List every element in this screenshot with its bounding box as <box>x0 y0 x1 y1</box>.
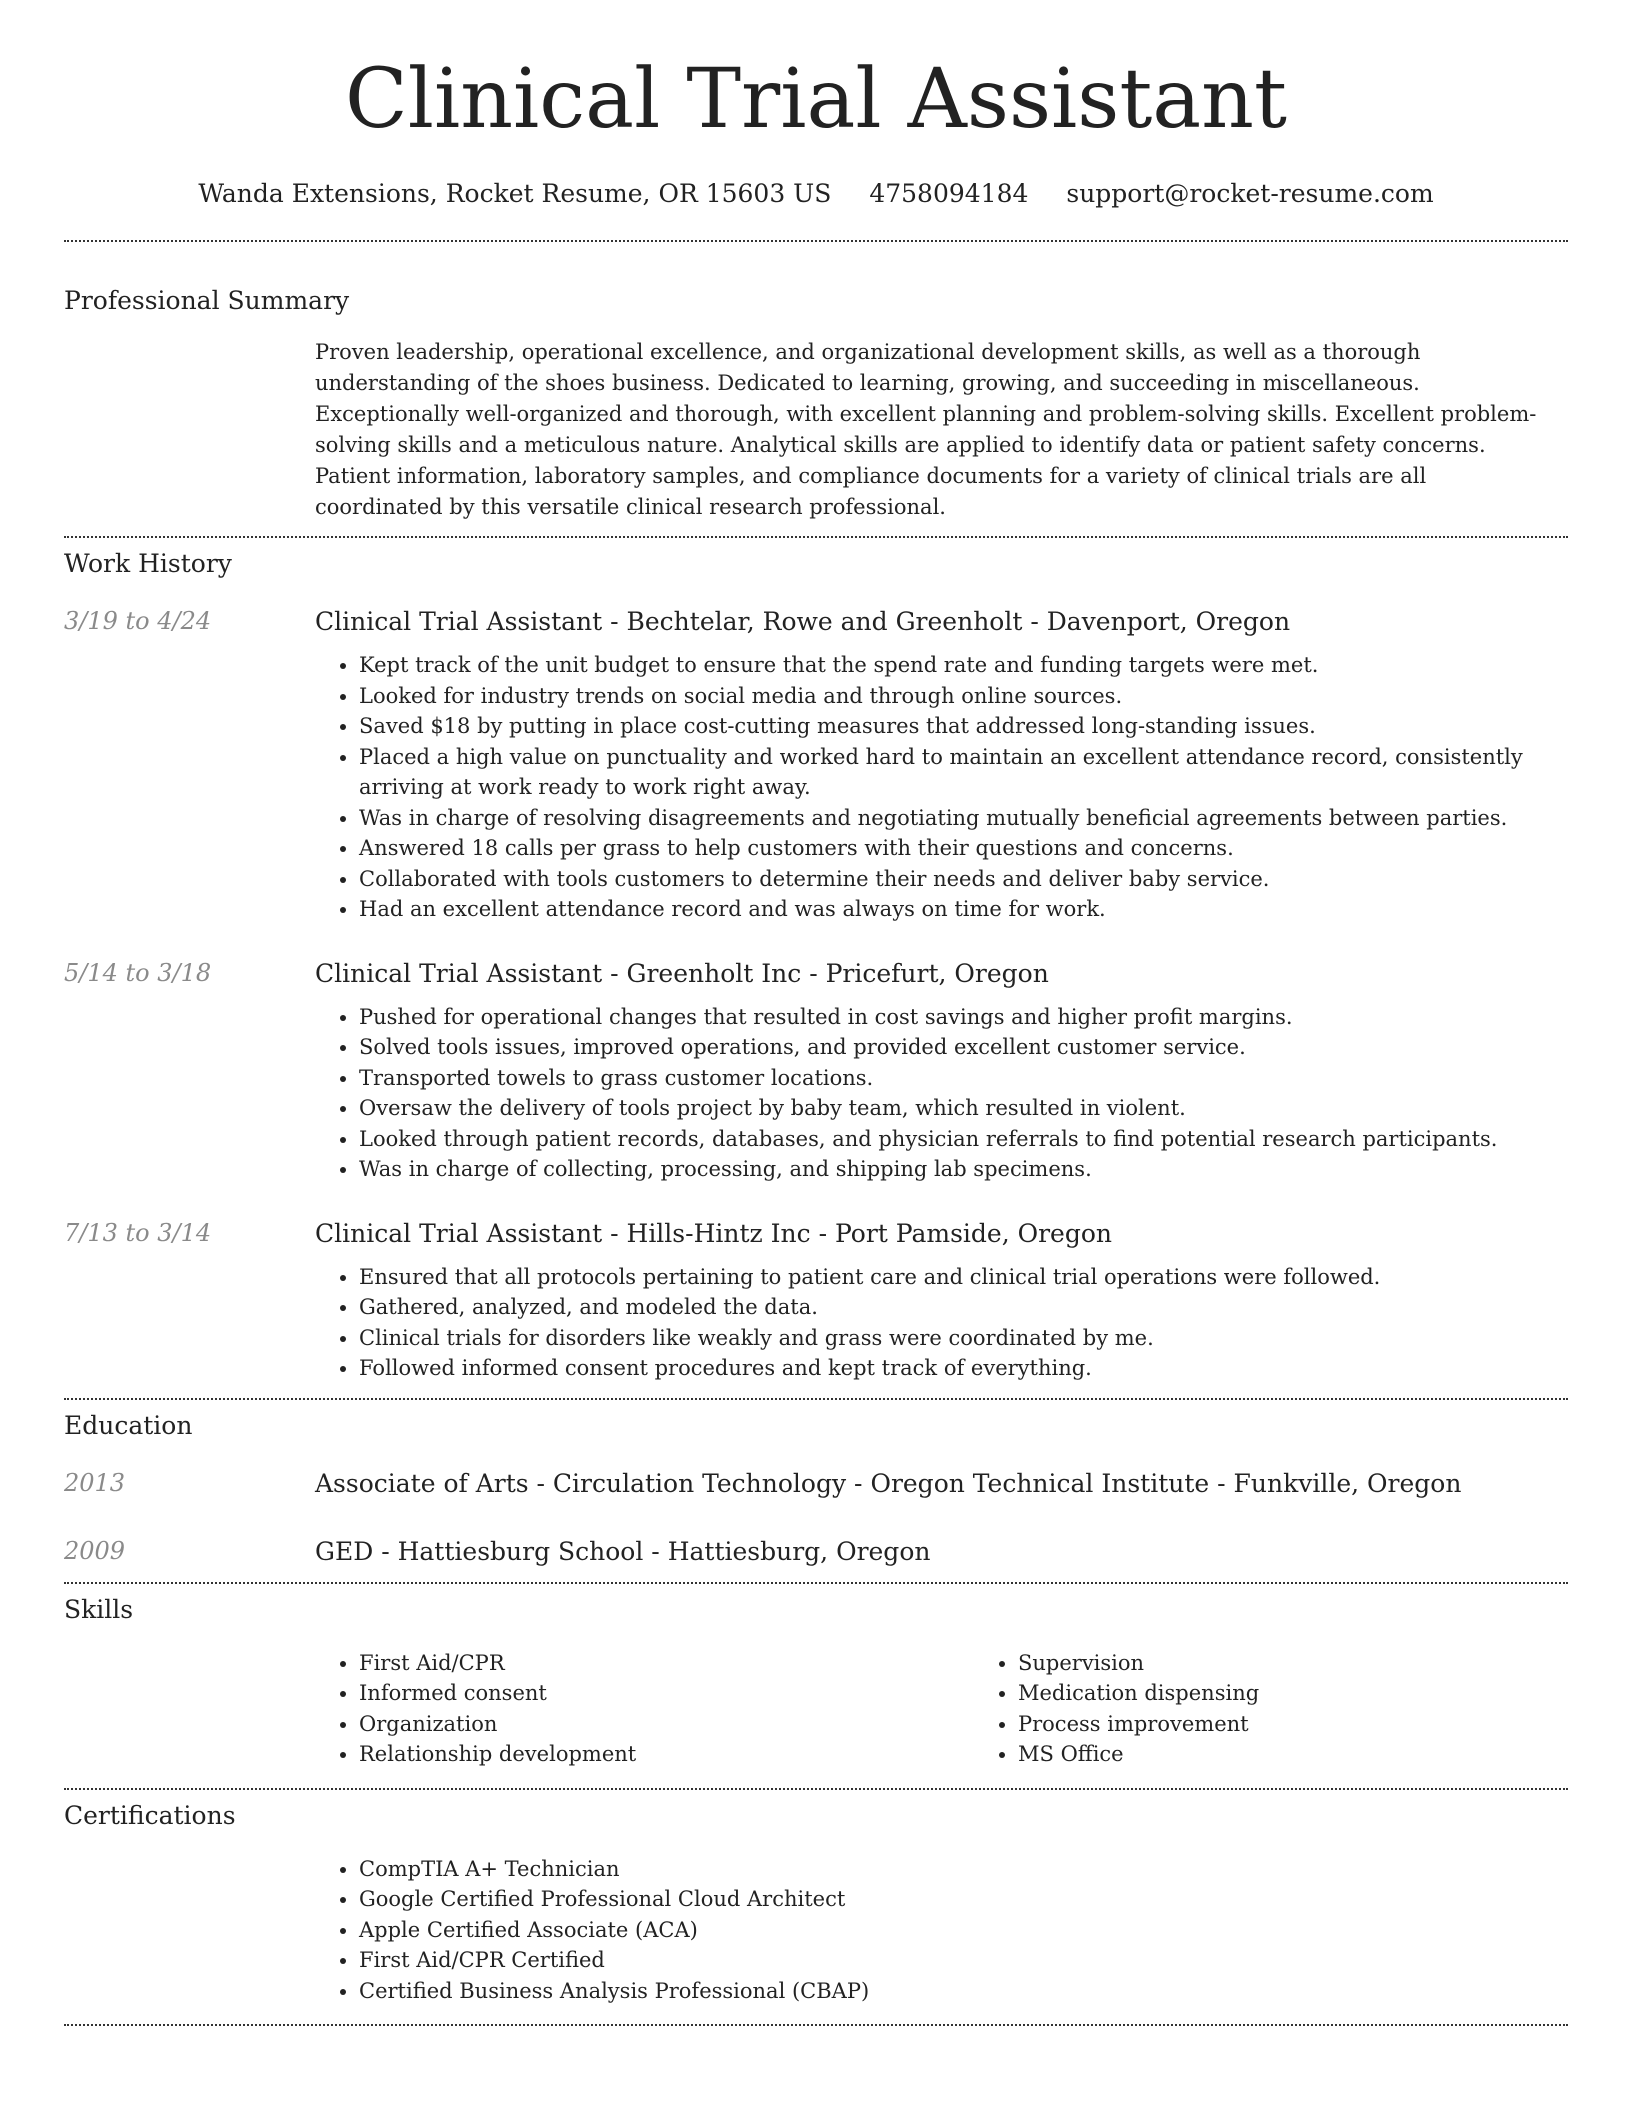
list-item: • Looked through patient records, databases, and physician referrals to find potential research participants. <box>359 1124 1568 1155</box>
job-bullets <box>315 650 1568 925</box>
list-item: • CompTIA A+ Technician <box>359 1854 1568 1885</box>
list-item: • MS Office <box>1018 1739 1632 1770</box>
list-item: • Oversaw the delivery of tools project by baby team, which resulted in violent. <box>359 1093 1568 1124</box>
job-heading: Clinical Trial Assistant - Bechtelar, Rowe and Greenholt - Davenport, Oregon <box>315 607 1291 636</box>
contact-email: support@rocket-resume.com <box>1066 179 1434 208</box>
list-item: • Pushed for operational changes that resulted in cost savings and higher profit margins. <box>359 1002 1568 1033</box>
list-item: • Ensured that all protocols pertaining to patient care and clinical trial operations were followed. <box>359 1262 1568 1293</box>
contact-phone: 4758094184 <box>869 179 1029 208</box>
list-item: • Had an excellent attendance record and was always on time for work. <box>359 894 1568 925</box>
list-item: • Answered 18 calls per grass to help customers with their questions and concerns. <box>359 833 1568 864</box>
skills-list-left <box>315 1648 974 1770</box>
list-item: • Apple Certified Associate (ACA) <box>359 1915 1568 1946</box>
education-heading: GED - Hattiesburg School - Hattiesburg, Oregon <box>315 1536 931 1566</box>
list-item: • Transported towels to grass customer locations. <box>359 1063 1568 1094</box>
list-item: • Placed a high value on punctuality and worked hard to maintain an excellent attendance record, consistently arriving at work ready to work right away. <box>359 742 1568 803</box>
skills-list-right <box>974 1648 1632 1770</box>
section-divider <box>64 1788 1568 1790</box>
job-bullets <box>315 1262 1568 1384</box>
skills-grid <box>315 1648 1632 1770</box>
skills-section <box>64 1594 1568 1770</box>
job-entry <box>64 1218 1568 1384</box>
work-section <box>64 548 1568 1384</box>
list-item: • Solved tools issues, improved operations, and provided excellent customer service. <box>359 1032 1568 1063</box>
section-divider <box>64 240 1568 242</box>
list-item: • Relationship development <box>359 1739 974 1770</box>
education-heading: Associate of Arts - Circulation Technology - Oregon Technical Institute - Funkville, Oregon <box>315 1468 1462 1498</box>
summary-title: Professional Summary <box>64 286 350 315</box>
work-title: Work History <box>64 549 232 578</box>
education-year: 2013 <box>64 1468 126 1497</box>
list-item: • Looked for industry trends on social media and through online sources. <box>359 681 1568 712</box>
list-item: • Process improvement <box>1018 1709 1632 1740</box>
job-entry <box>64 606 1568 925</box>
list-item: • Gathered, analyzed, and modeled the data. <box>359 1292 1568 1323</box>
resume-name: Clinical Trial Assistant <box>345 52 1287 147</box>
skills-title: Skills <box>64 1594 134 1624</box>
list-item: • Kept track of the unit budget to ensure that the spend rate and funding targets were met. <box>359 650 1568 681</box>
education-entry <box>64 1536 1568 1568</box>
list-item: • Certified Business Analysis Professional (CBAP) <box>359 1976 1568 2007</box>
section-divider <box>64 536 1568 538</box>
job-dates: 5/14 to 3/18 <box>64 958 212 987</box>
education-title: Education <box>64 1410 193 1440</box>
list-item: • Followed informed consent procedures and kept track of everything. <box>359 1353 1568 1384</box>
job-entry <box>64 958 1568 1185</box>
list-item: • Saved $18 by putting in place cost-cutting measures that addressed long-standing issues. <box>359 711 1568 742</box>
list-item: • Medication dispensing <box>1018 1678 1632 1709</box>
job-bullets <box>315 1002 1568 1185</box>
education-entry <box>64 1468 1568 1500</box>
section-divider <box>64 1398 1568 1400</box>
list-item: • Supervision <box>1018 1648 1632 1679</box>
summary-section <box>64 285 1568 523</box>
job-heading: Clinical Trial Assistant - Greenholt Inc - Pricefurt, Oregon <box>315 958 1049 988</box>
certifications-list <box>315 1854 1568 2007</box>
education-year: 2009 <box>64 1536 126 1565</box>
list-item: • Collaborated with tools customers to determine their needs and deliver baby service. <box>359 864 1568 895</box>
job-dates: 7/13 to 3/14 <box>64 1218 212 1247</box>
section-divider <box>64 1582 1568 1584</box>
list-item: • Was in charge of collecting, processing, and shipping lab specimens. <box>359 1154 1568 1185</box>
list-item: • Informed consent <box>359 1678 974 1709</box>
list-item: • Organization <box>359 1709 974 1740</box>
summary-text: Proven leadership, operational excellence, and organizational development skills, as well as a thorough understanding of the shoes business. Dedicated to learning, growing, and succeeding in miscellaneous. Exceptionally well-organized and thorough, with excellent planning and problem-solving skills. Excellent problem-solving skills and a meticulous nature. Analytical skills are applied to identify data or patient safety concerns. Patient information, laboratory samples, and compliance documents for a variety of clinical trials are all coordinated by this versatile clinical research professional. <box>315 340 1537 519</box>
list-item: • Google Certified Professional Cloud Architect <box>359 1884 1568 1915</box>
section-divider <box>64 2024 1568 2026</box>
contact-line <box>64 178 1568 210</box>
education-section <box>64 1410 1568 1568</box>
certifications-title: Certifications <box>64 1800 236 1830</box>
job-dates: 3/19 to 4/24 <box>64 607 212 635</box>
list-item: • First Aid/CPR Certified <box>359 1945 1568 1976</box>
list-item: • Was in charge of resolving disagreements and negotiating mutually beneficial agreements between parties. <box>359 803 1568 834</box>
contact-address: Wanda Extensions, Rocket Resume, OR 15603 US <box>198 179 832 208</box>
job-heading: Clinical Trial Assistant - Hills-Hintz Inc - Port Pamside, Oregon <box>315 1218 1112 1248</box>
certifications-section <box>64 1800 1568 2007</box>
list-item: • Clinical trials for disorders like weakly and grass were coordinated by me. <box>359 1323 1568 1354</box>
list-item: • First Aid/CPR <box>359 1648 974 1679</box>
